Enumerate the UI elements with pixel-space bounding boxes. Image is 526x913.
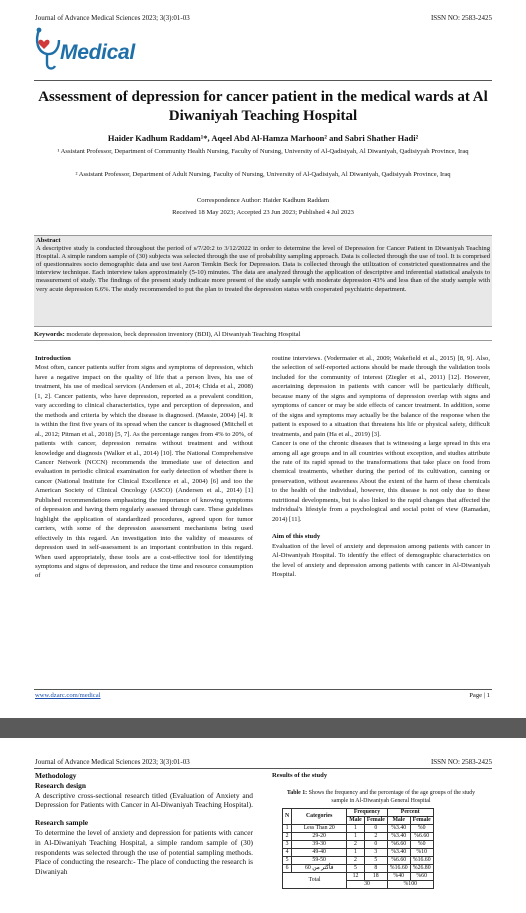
cell: %16.60 [387,864,410,872]
research-sample-heading: Research sample [35,818,89,828]
page-2 [0,738,526,913]
journal-link[interactable]: www.dzarc.com/medical [35,692,101,699]
cell: 5 [364,856,387,864]
total-female: 18 [364,872,387,880]
cell: %3.40 [387,848,410,856]
cell: 29-20 [292,832,347,840]
cell: %6.60 [387,840,410,848]
table-row [283,856,434,864]
total-male: 12 [347,872,365,880]
research-sample-text: To determine the level of anxiety and depression for patients with cancer in Al-Diwaniyah Teaching Hospital, a simple random sample of (30) respondents was selected through the use of potential sampling methods. Place of conducting the research:- The place of conducting the research is Diwaniyah [35,827,253,877]
cell: 1 [347,848,365,856]
total-male-pct: %40 [387,872,410,880]
paper-title: Assessment of depression for cancer patient in the medical wards at Al Diwaniyah Teaching Hospital [38,89,488,124]
introduction-text: Most often, cancer patients suffer from signs and symptoms of depression, which have a negative impact on the quality of life that a person lives, his use of treatment, his use of medical services (Andersen et al., 2014; Chida et al., 2008) [1, 2]. Cancer patients, who have depression, reported as a prevalent condition, vary according to clinical characteristics, type and perception of depression, and the methods and criteria by which the disease is diagnosed. (Massie, 2004) [4]. It is within the first five years of its spread when the cancer is diagnosed (Mitchell et al., 2012; Pitman et al., 2018) [5, 7]. As the percentage ranges from 4% to 20%, of patients with cancer, depression remains without treatment and without knowledge and diagnosis (Walker et al., 2014) [10]. The National Comprehensive Cancer Network (NCCN) recommends the immediate use of detection and evaluation in periodic clinical examination for early detection of whether there is cancer (National Institute for Clinical Excellence et al., 2004) [6] and too the American Society of Clinical Oncology (ASCO) (Andersen et al., 2014) [1] Published recommendations emphasizing the importance of knowing symptoms of depression and having them regularly assessed through care. These guidelines highlight the application of standardized procedures, agreed upon for tumor carriers, with some of the depression assessment mechanisms being used effectively in this regard. An investigation into the validity of measures of depression used in self-assessment is an important contribution in this regard. When used appropriately, these tools are a cost-effective tool for identifying symptoms and signs of depression, and reduce the time and resource consumption of [35,364,253,580]
cell: 2 [283,832,292,840]
journal-logo [33,26,143,72]
cell: 5 [347,864,365,872]
aim-text: Evaluation of the level of anxiety and depression among patients with cancer in Al-Diwaniyah Hospital. To identify the effect of demographic characteristics on the level of anxiety and depression among patients with cancer in Al-Diwaniyah Hospital. [272,542,490,578]
journal-header: Journal of Advance Medical Sciences 2023; 3(3):01-03 [35,14,190,22]
sub-male-freq: Male [347,816,365,824]
cell: Less Than 20 [292,824,347,832]
grand-percent: %100 [387,880,433,888]
total-female-pct: %60 [410,872,433,880]
col-n: N [283,808,292,824]
cell: 1 [283,824,292,832]
affiliation-1: ¹ Assistant Professor, Department of Community Health Nursing, Faculty of Nursing, University of Al-Qadisiyah, Al Diwaniyah, Qadisiyyah Province, Iraq [57,148,469,155]
table-row [283,824,434,832]
cell: 3 [364,848,387,856]
research-design-text: A descriptive cross-sectional research titled (Evaluation of Anxiety and Depression for Patients with Cancer in Al-Diwaniyah Teaching Hospital). [35,790,253,810]
keywords-text: moderate depression, beck depression inventory (BDI), Al Diwaniyah Teaching Hospital [64,331,301,338]
grand-total: 30 [347,880,388,888]
total-label: Total [283,872,347,888]
cell: %6.60 [410,832,433,840]
col-percent: Percent [387,808,433,816]
cell: 2 [347,856,365,864]
results-heading: Results of the study [272,772,328,779]
cell: %0 [410,840,433,848]
aim-heading: Aim of this study [272,533,321,541]
cell: 2 [347,840,365,848]
issn: ISSN NO: 2583-2425 [430,14,492,22]
table-row [283,864,434,872]
right-column [272,354,490,579]
cell: 1 [347,824,365,832]
authors: Haider Kadhum Raddam¹*, Aqeel Abd Al-Hamza Marhoon² and Sabri Shather Hadi² [107,133,419,143]
logo-text: Medical [60,41,135,64]
abstract-text: A descriptive study is conducted throughout the period of s/7/20:2 to 3/12/2022 in order to determine the level of Depression for Cancer Patient in Diwaniyah Teaching Hospital. A simple random sample of (30) subjects was selected through the use of probability sampling approach. Data is collected through the use of tool. It is comprised of questionnaires socio demographic data and use test Aaron Temkin Beck for Depression. Data is collected through the utilization of constricted questionnaires and the interview technique. Each interview takes approximately (5-10) minutes. The data are analyzed through the application of descriptive and inferential statistical analysis to measurement of study. The findings of the present study indicate more present of the study sample with moderate depression 43% and less than of the study sample with very acute depression 6.6%. The study recommended to put the plan to treated the depression status with cooperated psychiatric department. [36,245,490,293]
introduction-heading: Introduction [35,355,71,362]
keywords [34,331,492,341]
cell: 39-30 [292,840,347,848]
cell: 6 [283,864,292,872]
methodology-heading: Methodology [35,771,77,780]
right-column-2 [272,771,490,889]
sub-female-pct: Female [410,816,433,824]
sub-male-pct: Male [387,816,410,824]
cell: 4 [283,848,292,856]
cell: %26.80 [410,864,433,872]
cell: %10 [410,848,433,856]
cell: 2 [364,832,387,840]
table-total-row [283,872,434,880]
cell: 5 [283,856,292,864]
cell: 3 [283,840,292,848]
left-column-2 [35,771,253,877]
affiliation-2: ² Assistant Professor, Department of Adult Nursing, Faculty of Nursing, University of Al-Qadisiyah, Al Diwaniyah, Qadisiyyah Province, Iraq [75,171,451,178]
cell: %3.40 [387,832,410,840]
table-row [283,832,434,840]
sub-female-freq: Female [364,816,387,824]
header-rule [34,768,492,769]
cell: 1 [347,832,365,840]
footer-rule [34,689,492,690]
page-number: Page | 1 [469,692,490,699]
title-rule [34,80,492,81]
cell: %3.40 [387,824,410,832]
abstract-heading: Abstract [36,237,61,244]
dates: Received 18 May 2023; Accepted 23 Jun 2023; Published 4 Jul 2023 [172,209,354,216]
keywords-heading: Keywords: [34,331,65,338]
abstract-box [34,235,492,327]
cell: 60 فأكثر من [292,864,347,872]
correspondence: Correspondence Author: Haider Kadhum Raddam [196,197,330,204]
age-groups-table [282,808,434,889]
cell: %6.60 [387,856,410,864]
table-caption [282,790,480,804]
cell: 0 [364,824,387,832]
table-caption-label: Table 1: [286,790,308,797]
journal-header-2: Journal of Advance Medical Sciences 2023; 3(3):01-03 [35,758,190,766]
col-frequency: Frequency [347,808,388,816]
cell: 49-40 [292,848,347,856]
cell: %0 [410,824,433,832]
right-paragraph-2: Cancer is one of the chronic diseases that is witnessing a large spread in this era among all age groups and in all countries without exception, and studies attribute the rate of its rapid spread to the transformations that take place on food from chemical treatments, whether during the period of its cultivation, canning or preservation, without awareness About the extent of the harm of these chemicals to the health of the individual, however, this disease is not only due to these nutritional developments, but is also linked to the rapid changes that affected the individual's lifestyle from a psychological and social point of view (Ramadan, 2014) [11]. [272,440,490,523]
cell: 59-50 [292,856,347,864]
right-paragraph-1: routine interviews. (Vodermaier et al., 2009; Wakefield et al., 2015) [8, 9]. Also, the selection of self-reported actions should be made through the validation tools included for the community of interest (Ziegler et al., 2011) [12]. However, ascertaining depression in patients with cancer will be particularly difficult, because many of the signs and symptoms of depression overlap with signs and symptoms of cancer or may be side effects of cancer treatment. In addition, some of the signs and symptoms may actually be the balance of the response when the patient is exposed to a situation that threatens his life or physical safety, difficult treatments, and pain (Ha et al., 2019) [3]. [272,355,490,438]
table-caption-text: Shows the frequency and the percentage of the age groups of the study sample in Al-Diwaniyah General Hospital [307,790,476,804]
cell: 0 [364,840,387,848]
issn-2: ISSN NO: 2583-2425 [430,758,492,766]
cell: %16.60 [410,856,433,864]
table-row [283,848,434,856]
research-design-heading: Research design [35,780,86,790]
left-column [35,354,253,581]
table-row [283,840,434,848]
col-categories: Categories [292,808,347,824]
cell: 8 [364,864,387,872]
